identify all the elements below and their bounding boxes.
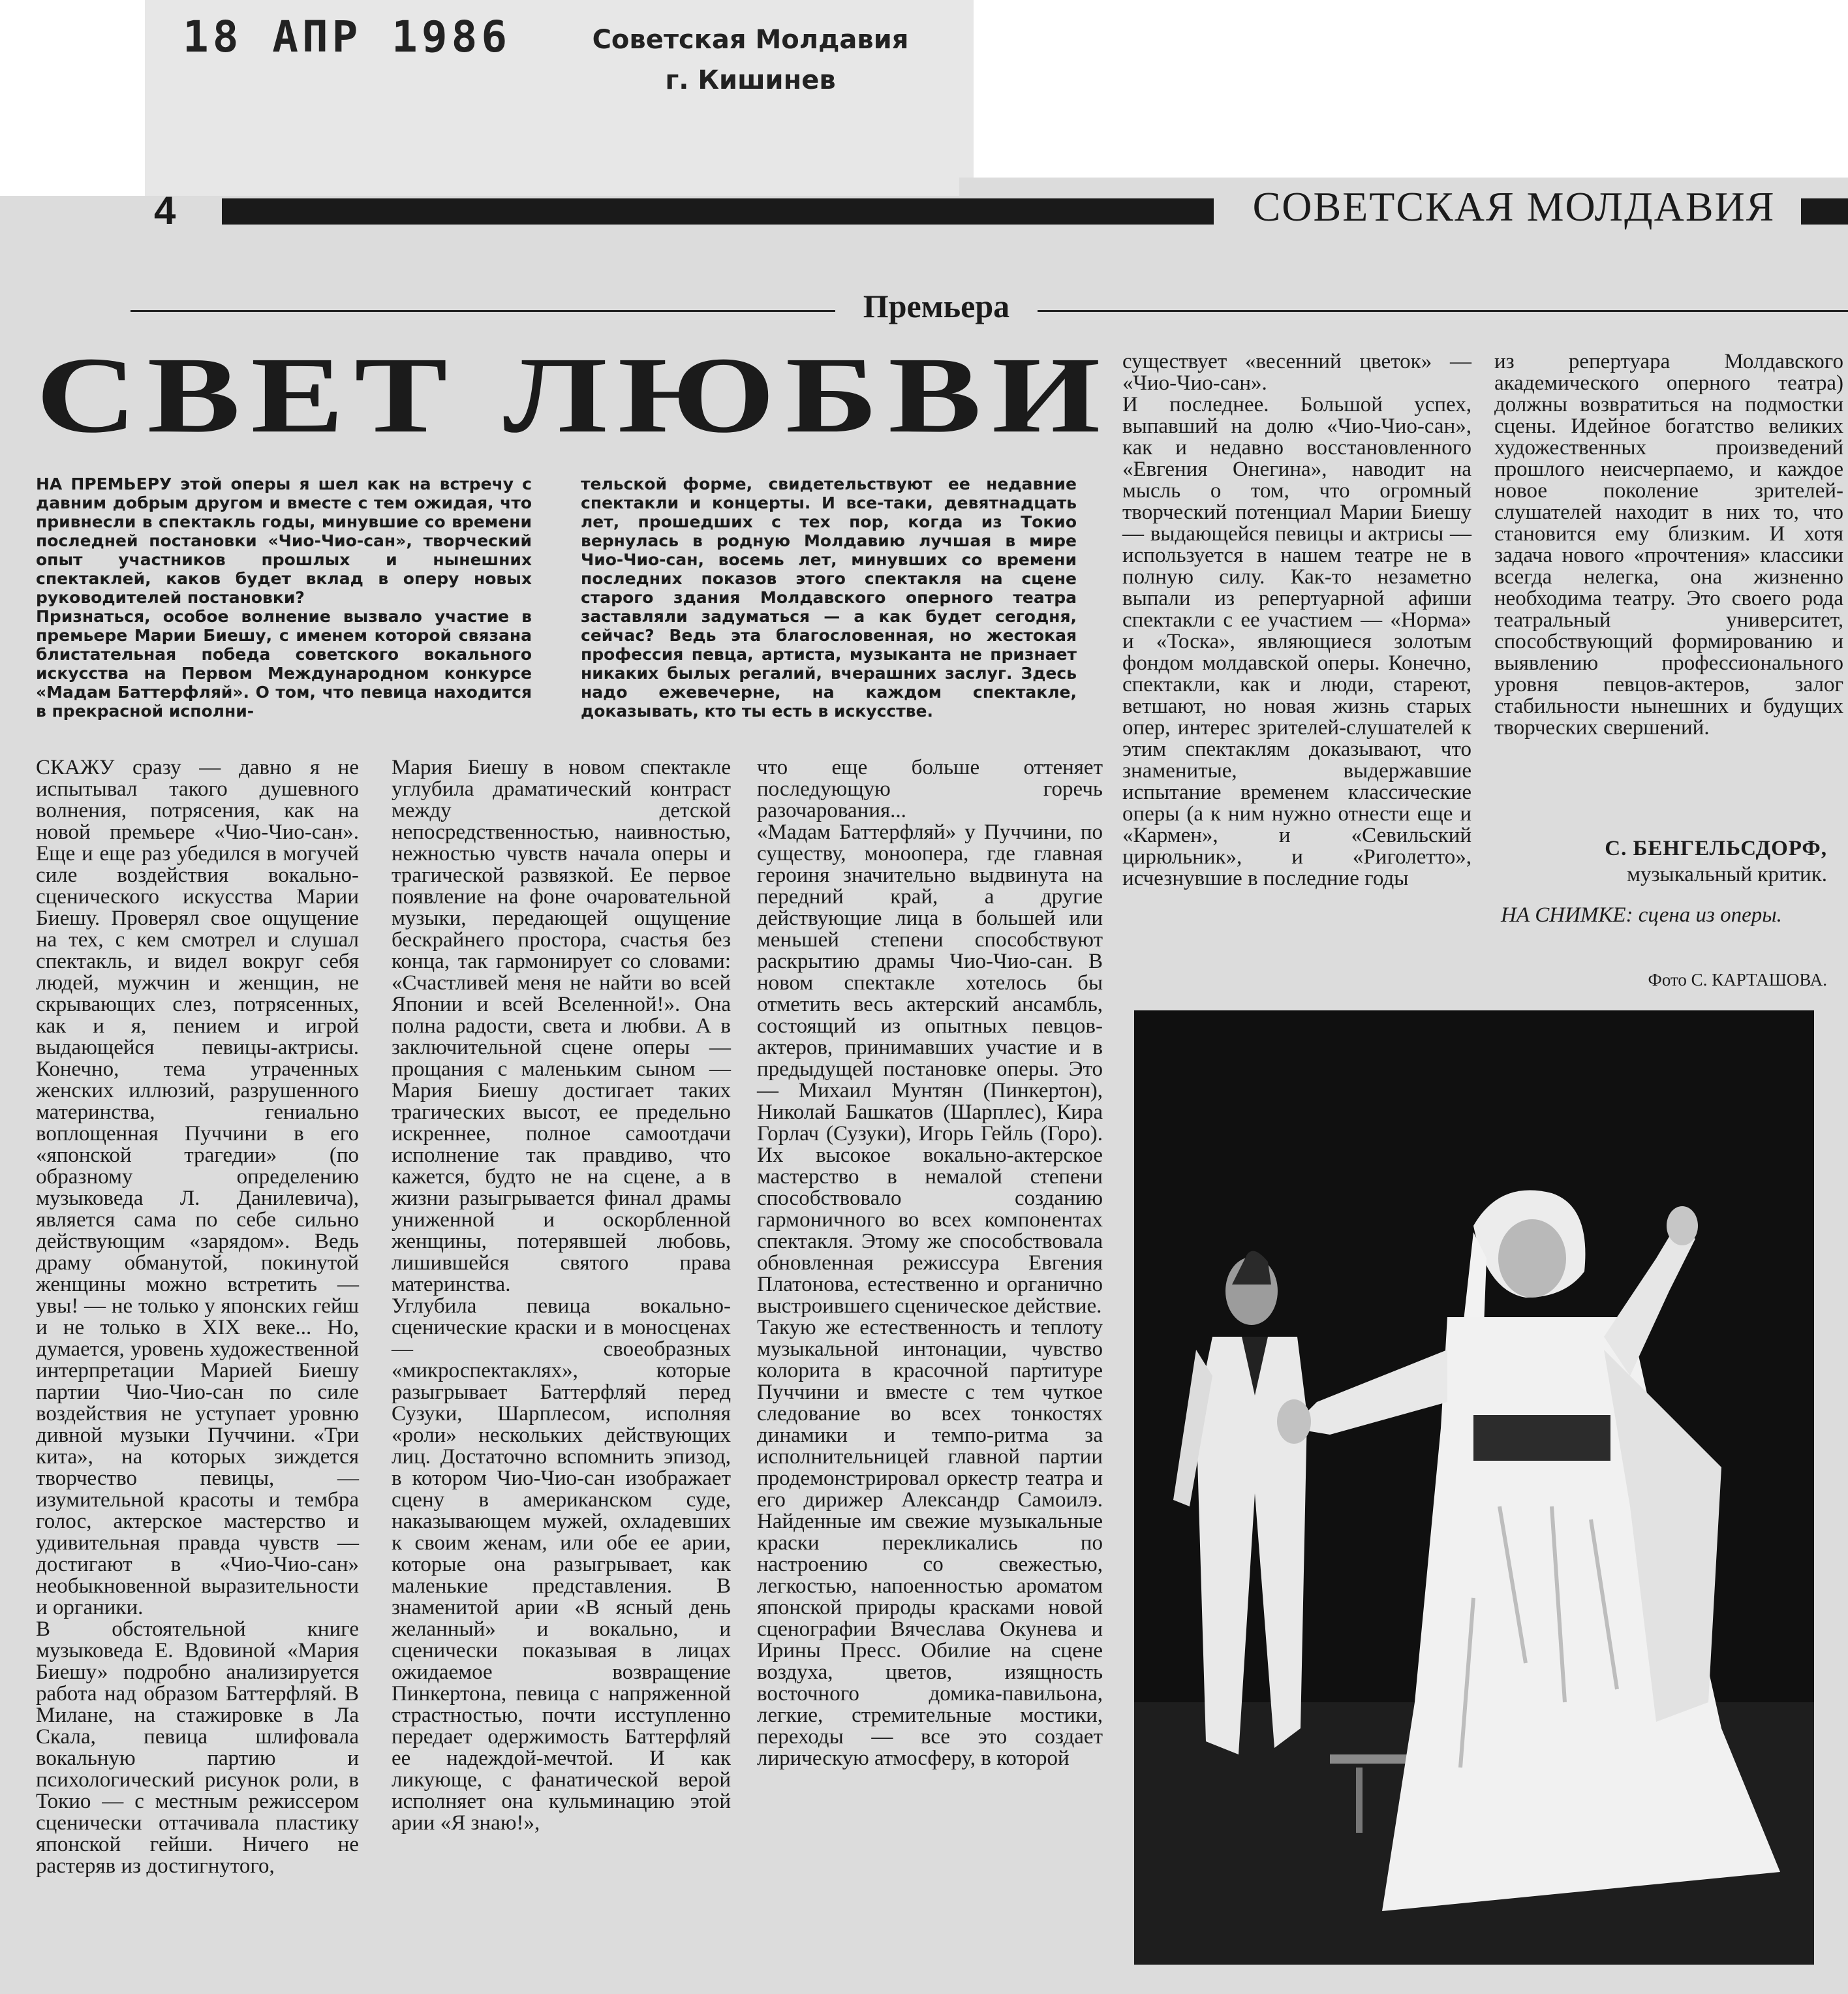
page-number: 4: [154, 189, 176, 232]
rubric-label: Премьера: [863, 288, 1010, 324]
body-column-4: существует «весенний цветок» — «Чио-Чио-сан». И последнее. Большой успех, выпавший на долю «Чио-Чио-сан», как и недавно восстановленного «Евгения Онегина», наводит на мысль о том, что огромный творческий потенциал Марии Биешу — выдающейся певицы и актрисы — используется в нашем театре не в полную силу. Как-то незаметно выпали из репертуарной афиши спектакли с ее участием — «Норма» и «Тоска», являющиеся золотым фондом молдавской оперы. Конечно, спектакли, как и люди, стареют, ветшают, но новая жизнь старых опер, интерес зрителей-слушателей к этим спектаклям доказывают, что знаменитые, выдержавшие испытание временем классические оперы (а к ним нужно отнести еще и «Кармен», и «Севильский цирюльник», и «Риголетто», исчезнувшие в последние годы: [1122, 350, 1471, 890]
lead-column-1: НА ПРЕМЬЕРУ этой оперы я шел как на встречу с давним добрым другом и вместе с тем ожидая, что привнесли в спектакль годы, минувшие со времени последней постановки «Чио-Чио-сан», творческий опыт участников прошлых и нынешних спектаклей, каков будет вклад в оперу новых руководителей постановки? Признаться, особое волнение вызвало участие в премьере Марии Биешу, с именем которой связана блистательная победа советского вокального искусства на Первом Международном конкурсе «Мадам Баттерфляй». О том, что певица находится в прекрасной исполни-: [36, 475, 532, 721]
source-city: г. Кишинев: [665, 65, 836, 95]
caption-text: сцена из оперы.: [1633, 903, 1782, 927]
masthead: СОВЕТСКАЯ МОЛДАВИЯ: [1252, 183, 1776, 230]
archive-date-stamp: 18 АПР 1986: [183, 12, 512, 62]
photo-credit: Фото С. КАРТАШОВА.: [1648, 970, 1827, 989]
article-headline: СВЕТ ЛЮБВИ: [36, 334, 1111, 456]
body-column-5: из репертуара Молдавского академического оперного театра) должны возвратиться на подмостки сцены. Идейное богатство великих художественных произведений прошлого неисчерпаемо, и каждое новое поколение зрителей-слушателей находит в них то, что становится ему близким. И хотя задача нового «прочтения» классики всегда нелегка, она жизненно необходима театру. Это своего рода театральный университет, способствующий формированию и выявлению профессионального уровня певцов-актеров, залог стабильности нынешних и будущих творческих свершений.: [1494, 350, 1843, 740]
author-name: С. БЕНГЕЛЬСДОРФ,: [1605, 837, 1827, 860]
body-column-3: что еще больше оттеняет последующую горечь разочарования... «Мадам Баттерфляй» у Пуччини, по существу, моноопера, где главная героиня значительно выдвинута на передний край, а другие действующие лица в большей или меньшей степени способствуют раскрытию драмы Чио-Чио-сан. В новом спектакле хотелось бы отметить весь актерский ансамбль, состоящий из опытных певцов-актеров, принимавших участие и в предыдущей постановке оперы. Это — Михаил Мунтян (Пинкертон), Николай Башкатов (Шарплес), Кира Горлач (Сузуки), Игорь Гейль (Горо). Их высокое вокально-актерское мастерство в немалой степени способствовало созданию гармоничного во всех компонентах спектакля. Этому же способствовала обновленная режиссура Евгения Платонова, естественно и органично выстроившего сценическое действие. Такую же естественность и теплоту музыкальной интонации, чувство колорита в красочной партитуре Пуччини и вместе с тем чуткое следование во всех тонкостях динамики и темпо-ритма за исполнительницей главной партии продемонстрировал оркестр театра и его дирижер Александр Самоилэ. Найденные им свежие музыкальные краски перекликались по настроению со свежестью, легкостью, напоенностью ароматом японской природы красками новой сценографии Вячеслава Окунева и Ирины Пресс. Обилие на сцене воздуха, цветов, изящность восточного домика-павильона, легкие, стремительные мостики, переходы — все это создает лирическую атмосферу, в которой: [757, 756, 1103, 1770]
body-column-1: СКАЖУ сразу — давно я не испытывал такого душевного волнения, потрясения, как на новой премьере «Чио-Чио-сан». Еще и еще раз убедился в могучей силе воздействия вокально-сценического искусства Марии Биешу. Проверял свое ощущение на тех, с кем смотрел и слушал спектакль, и видел вокруг себя людей, мужчин и женщин, не скрывающих слез, потрясенных, как и я, пением и игрой выдающейся певицы-актрисы. Конечно, тема утраченных женских иллюзий, разрушенного материнства, гениально воплощенная Пуччини в его «японской трагедии» (по образному определению музыковеда Л. Данилевича), является сама по себе сильно действующим «зарядом». Ведь драму обманутой, покинутой женщины можно встретить — увы! — не только у японских гейш и не только в XIX веке... Но, думается, уровень художественной интерпретации Марией Биешу партии Чио-Чио-сан по силе воздействия не уступает уровню дивной музыки Пуччини. «Три кита», на которых зиждется творчество певицы, — изумительной красоты и тембра голос, актерское мастерство и удивительная правда чувств — достигают в «Чио-Чио-сан» необыкновенной выразительности и органики. В обстоятельной книге музыковеда Е. Вдовиной «Мария Биешу» подробно анализируется работа над образом Баттерфляй. В Милане, на стажировке в Ла Скала, певица шлифовала вокальную партию и психологический рисунок роли, в Токио — с местным режиссером сценически оттачивала пластику японской гейши. Ничего не растеряв из достигнутого,: [36, 756, 359, 1878]
masthead-rule-end: [1801, 198, 1848, 225]
opera-scene-illustration: [1134, 1010, 1814, 1965]
rubric-rule-left: [131, 310, 835, 312]
lead-column-2: тельской форме, свидетельствуют ее недавние спектакли и концерты. И все-таки, девятнадцать лет, прошедших с тех пор, когда из Токио вернулась в родную Молдавию лучшая в мире Чио-Чио-сан, восемь лет, минувших со времени последних показов этого спектакля на сцене старого здания Молдавского оперного театра заставляли задуматься — а как будет сегодня, сейчас? Ведь эта благословенная, но жестокая профессия певца, артиста, музыканта не признает никаких былых регалий, вчерашних заслуг. Здесь надо ежевечерне, на каждом спектакле, доказывать, кто ты есть в искусстве.: [581, 475, 1077, 721]
archive-source-stamp: [568, 20, 933, 101]
photo-caption: [1501, 903, 1840, 927]
source-newspaper: Советская Молдавия: [592, 25, 909, 55]
rubric-rule-right: [1038, 310, 1848, 312]
author-title: музыкальный критик.: [1627, 863, 1827, 886]
masthead-rule: [222, 198, 1214, 225]
opera-scene-photo: [1134, 1010, 1814, 1965]
caption-label: НА СНИМКЕ:: [1501, 903, 1633, 927]
author-byline: [1501, 835, 1827, 888]
body-column-2: Мария Биешу в новом спектакле углубила драматический контраст между детской непосредственностью, наивностью, нежностью чувств начала оперы и трагической развязкой. Ее первое появление на фоне очаровательной музыки, передающей ощущение бескрайнего простора, счастья без конца, так гармонирует со словами: «Счастливей меня не найти во всей Японии и всей Вселенной!». Она полна радости, света и любви. А в заключительной сцене оперы — прощания с маленьким сыном — Мария Биешу достигает таких трагических высот, ее предельно искреннее, полное самоотдачи исполнение так правдиво, что кажется, будто не на сцене, а в жизни разыгрывается финал драмы униженной и оскорбленной женщины, потерявшей любовь, лишившейся святого права материнства. Углубила певица вокально-сценические краски и в моносценах — своеобразных «микроспектаклях», которые разыгрывает Баттерфляй перед Сузуки, Шарплесом, исполняя «роли» нескольких действующих лиц. Достаточно вспомнить эпизод, в котором Чио-Чио-сан изображает сцену в американском суде, наказывающем мужей, охладевших к своим женам, или обе ее арии, которые она разыгрывает, как маленькие представления. В знаменитой арии «В ясный день желанный» и вокально, и сценически показывая в лицах ожидаемое возвращение Пинкертона, певица с напряженной страстностью, почти исступленно передает одержимость Баттерфляй ее надеждой-мечтой. И как ликующе, с фанатической верой исполняет она кульминацию этой арии «Я знаю!»,: [392, 756, 731, 1835]
